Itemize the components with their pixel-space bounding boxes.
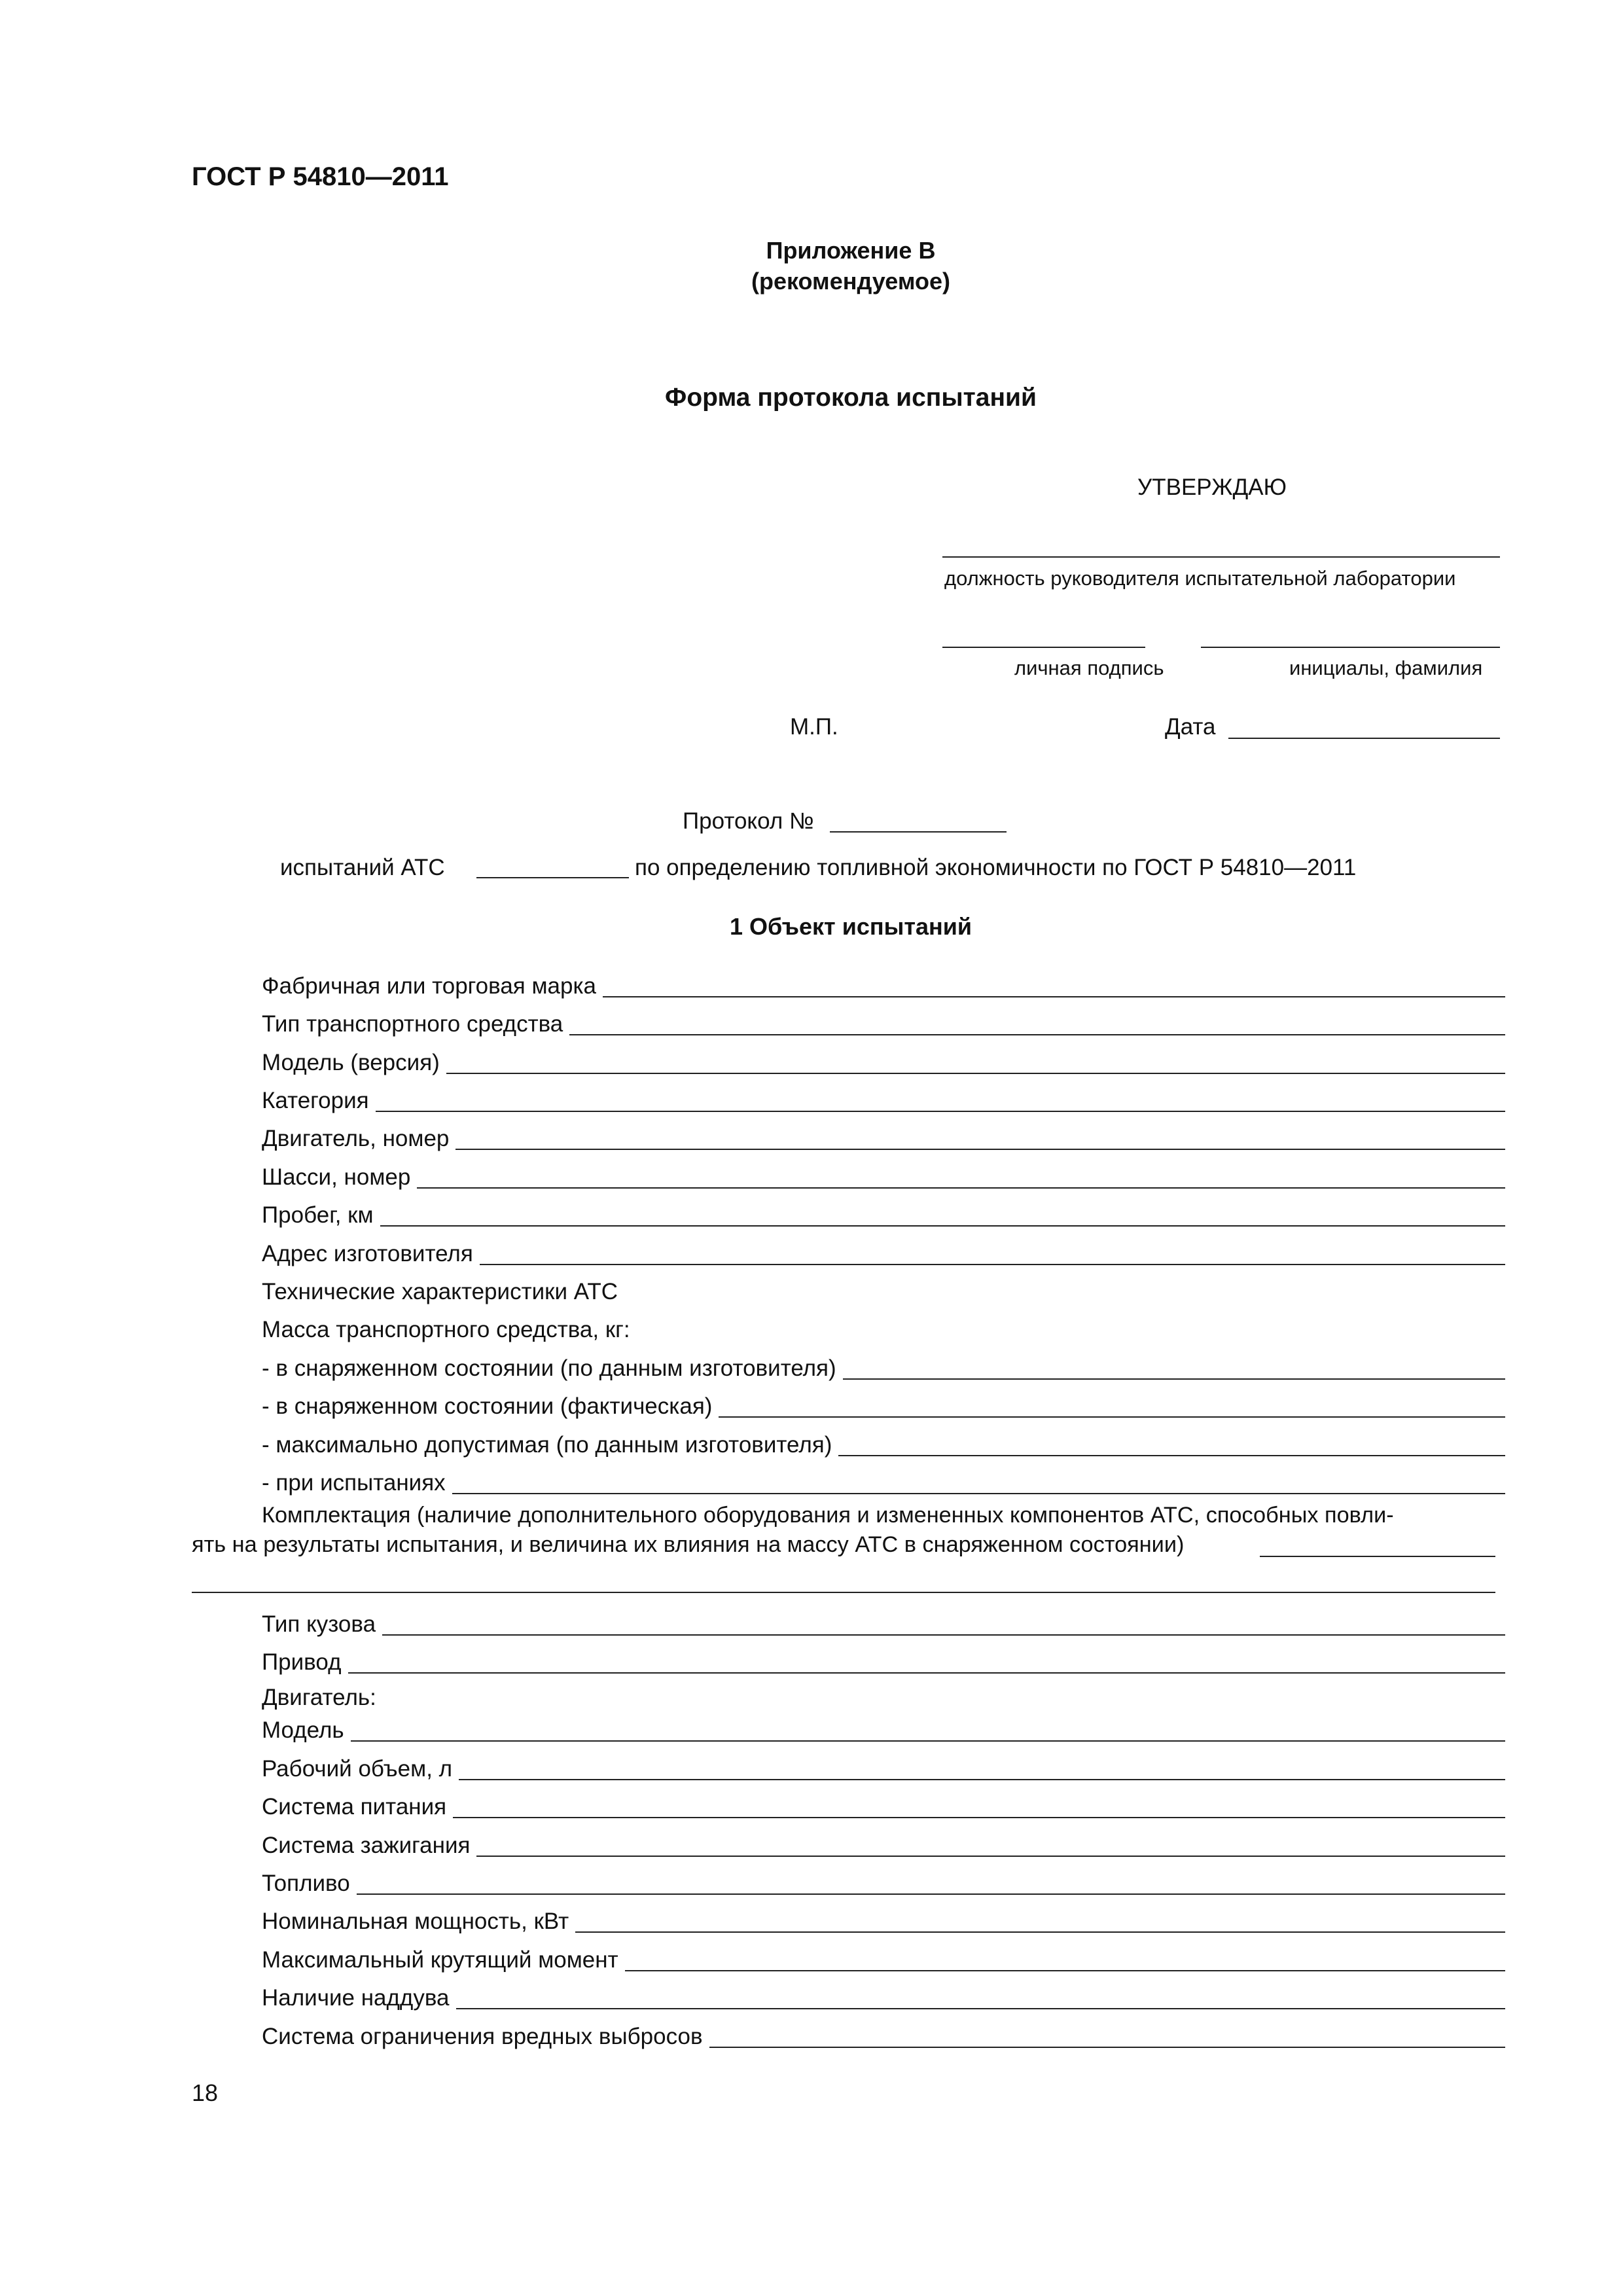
field-vehicle-type[interactable] [262,1007,1505,1035]
field-line[interactable] [569,1012,1505,1035]
field-label: Адрес изготовителя [262,1241,473,1266]
form-title: Форма протокола испытаний [665,384,1037,412]
field-ignition-system[interactable] [262,1828,1505,1857]
field-max-torque[interactable] [262,1943,1505,1971]
field-label: Рабочий объем, л [262,1756,453,1782]
field-line[interactable] [455,1126,1505,1150]
field-label: Модель (версия) [262,1050,440,1075]
field-line[interactable] [459,1757,1505,1780]
appendix-title: Приложение В [766,237,936,264]
equipment-line-fill[interactable] [1260,1556,1495,1557]
field-mass-declared[interactable] [262,1351,1505,1380]
tech-heading [262,1274,1505,1303]
date-label: Дата [1165,714,1216,740]
field-displacement[interactable] [262,1751,1505,1780]
field-line[interactable] [603,974,1505,997]
field-line[interactable] [625,1948,1505,1971]
page-number: 18 [192,2079,219,2106]
field-line[interactable] [382,1612,1505,1636]
field-mass-test[interactable] [262,1465,1505,1494]
signature-line[interactable] [942,647,1145,648]
field-line[interactable] [575,1909,1505,1933]
field-label: Категория [262,1088,369,1113]
field-line[interactable] [838,1433,1505,1456]
protocol-number-line[interactable] [830,831,1007,833]
field-line[interactable] [348,1650,1506,1674]
field-line[interactable] [351,1718,1505,1742]
name-line[interactable] [1201,647,1500,648]
field-label: Пробег, км [262,1202,374,1228]
field-manufacturer-address[interactable] [262,1236,1505,1265]
tech-heading-label: Технические характеристики АТС [262,1279,618,1304]
date-line[interactable] [1228,738,1500,739]
field-line[interactable] [452,1471,1505,1494]
field-line[interactable] [417,1165,1505,1189]
field-drive[interactable] [262,1645,1505,1674]
field-fuel[interactable] [262,1866,1505,1895]
field-label: Максимальный крутящий момент [262,1947,618,1973]
field-label: Топливо [262,1871,350,1896]
field-line[interactable] [719,1394,1505,1418]
field-line[interactable] [843,1356,1505,1380]
approve-label: УТВЕРЖДАЮ [1137,475,1287,500]
engine-heading-label: Двигатель: [262,1685,376,1710]
field-label: - максимально допустимая (по данным изготовителя) [262,1432,832,1458]
position-line[interactable] [942,556,1500,558]
field-mass-actual[interactable] [262,1389,1505,1418]
field-category[interactable] [262,1083,1505,1112]
section1-heading: 1 Объект испытаний [729,913,972,940]
field-label: Система питания [262,1794,447,1820]
field-rated-power[interactable] [262,1904,1505,1933]
field-engine-model[interactable] [262,1713,1505,1742]
equipment-extra-line[interactable] [192,1592,1495,1593]
tests-prefix: испытаний АТС [280,855,445,880]
vehicle-line[interactable] [476,877,629,878]
mass-heading-label: Масса транспортного средства, кг: [262,1317,630,1342]
equipment-line-1: Комплектация (наличие дополнительного оборудования и измененных компонентов АТС, способных повли- [262,1503,1394,1528]
signature-caption: личная подпись [1014,656,1164,679]
field-line[interactable] [480,1242,1505,1265]
field-line[interactable] [709,2024,1505,2048]
field-label: Фабричная или торговая марка [262,973,597,999]
field-label: Тип кузова [262,1611,376,1637]
protocol-number-label: Протокол № [683,808,814,834]
tests-suffix: по определению топливной экономичности по ГОСТ Р 54810—2011 [635,855,1357,880]
field-label: Номинальная мощность, кВт [262,1909,569,1934]
field-mass-max[interactable] [262,1427,1505,1456]
field-brand[interactable] [262,969,1505,997]
position-caption: должность руководителя испытательной лаборатории [944,567,1456,590]
field-model[interactable] [262,1045,1505,1074]
field-label: Наличие наддува [262,1985,450,2011]
field-line[interactable] [446,1050,1505,1074]
field-line[interactable] [380,1203,1505,1227]
field-label: Тип транспортного средства [262,1011,563,1037]
field-line[interactable] [376,1088,1505,1112]
equipment-line-2: ять на результаты испытания, и величина их влияния на массу АТС в снаряженном состоянии) [192,1532,1185,1557]
standard-code: ГОСТ Р 54810—2011 [192,162,449,191]
field-label: Шасси, номер [262,1164,411,1190]
field-line[interactable] [456,1986,1506,2009]
field-body-type[interactable] [262,1607,1505,1636]
field-label: Система зажигания [262,1833,471,1858]
field-label: - в снаряженном состоянии (фактическая) [262,1393,713,1419]
field-engine-number[interactable] [262,1121,1505,1150]
field-supercharging[interactable] [262,1981,1505,2009]
field-label: - при испытаниях [262,1470,446,1496]
field-emission-control[interactable] [262,2019,1505,2048]
field-label: Модель [262,1717,344,1743]
engine-heading [262,1680,1505,1709]
field-mileage[interactable] [262,1198,1505,1227]
field-line[interactable] [476,1833,1505,1857]
name-caption: инициалы, фамилия [1289,656,1483,679]
field-label: Двигатель, номер [262,1126,450,1151]
field-label: - в снаряженном состоянии (по данным изготовителя) [262,1355,836,1381]
appendix-subtitle: (рекомендуемое) [751,268,950,295]
field-line[interactable] [357,1871,1505,1895]
field-label: Привод [262,1649,342,1675]
field-fuel-system[interactable] [262,1789,1505,1818]
field-label: Система ограничения вредных выбросов [262,2024,703,2049]
stamp-label: М.П. [790,714,838,740]
mass-heading [262,1312,1505,1341]
field-line[interactable] [453,1795,1505,1818]
field-chassis-number[interactable] [262,1160,1505,1189]
